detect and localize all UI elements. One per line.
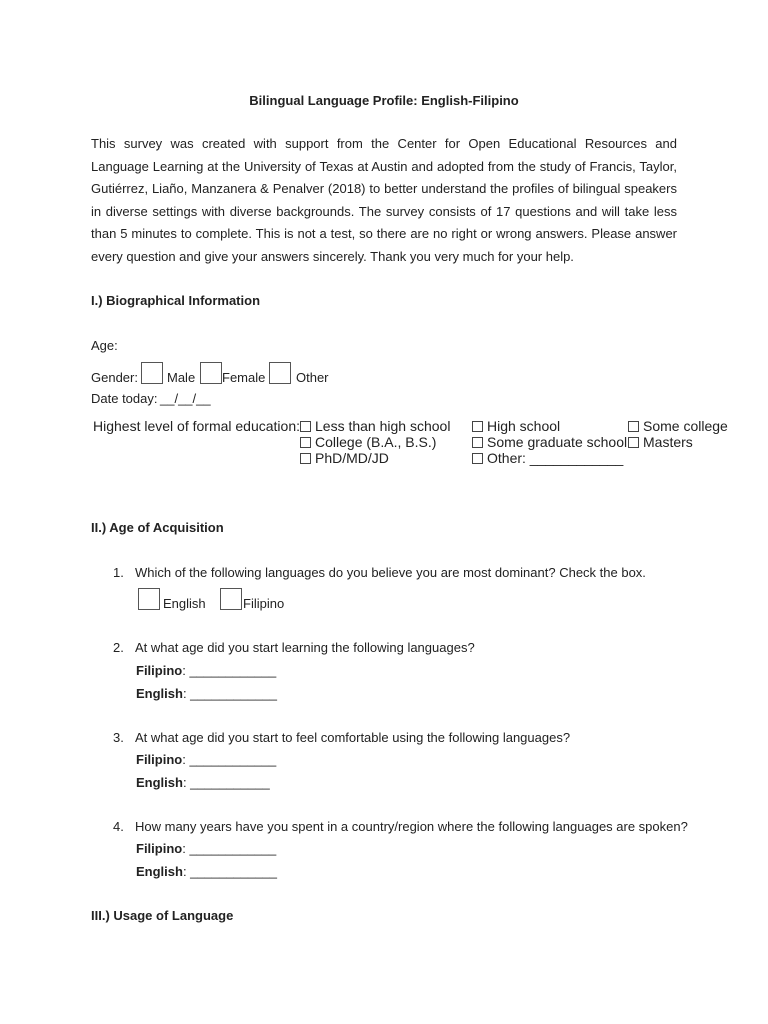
gender-option-female: Female bbox=[222, 370, 266, 385]
education-option[interactable]: Less than high school bbox=[300, 418, 450, 434]
section-heading-usage: III.) Usage of Language bbox=[91, 908, 234, 923]
question-text: How many years have you spent in a country/region where the following languages are spoken? bbox=[135, 819, 688, 834]
education-option[interactable]: Some college bbox=[628, 418, 728, 434]
question-number: 3. bbox=[113, 730, 124, 745]
question-number: 2. bbox=[113, 640, 124, 655]
checkbox-icon bbox=[628, 437, 639, 448]
question-number: 1. bbox=[113, 565, 124, 580]
dominant-english-checkbox[interactable] bbox=[138, 588, 160, 610]
checkbox-icon bbox=[300, 437, 311, 448]
education-option[interactable]: Other: ____________ bbox=[472, 450, 623, 466]
education-label: Highest level of formal education: bbox=[93, 418, 300, 434]
gender-female-checkbox[interactable] bbox=[200, 362, 222, 384]
answer-field[interactable]: English: ____________ bbox=[136, 864, 277, 879]
education-option[interactable]: Masters bbox=[628, 434, 693, 450]
gender-option-other: Other bbox=[296, 370, 329, 385]
gender-other-checkbox[interactable] bbox=[269, 362, 291, 384]
education-option[interactable]: PhD/MD/JD bbox=[300, 450, 389, 466]
checkbox-icon bbox=[628, 421, 639, 432]
answer-field[interactable]: English: ____________ bbox=[136, 686, 277, 701]
education-option[interactable]: Some graduate school bbox=[472, 434, 627, 450]
document-title: Bilingual Language Profile: English-Filipino bbox=[249, 93, 519, 108]
checkbox-icon bbox=[472, 421, 483, 432]
education-option[interactable]: High school bbox=[472, 418, 560, 434]
answer-field[interactable]: English: ___________ bbox=[136, 775, 270, 790]
section-heading-biographical: I.) Biographical Information bbox=[91, 293, 261, 308]
answer-field[interactable]: Filipino: ____________ bbox=[136, 752, 277, 767]
checkbox-icon bbox=[300, 453, 311, 464]
question-number: 4. bbox=[113, 819, 124, 834]
checkbox-icon bbox=[472, 453, 483, 464]
gender-male-checkbox[interactable] bbox=[141, 362, 163, 384]
education-option[interactable]: College (B.A., B.S.) bbox=[300, 434, 436, 450]
checkbox-icon bbox=[300, 421, 311, 432]
intro-paragraph: This survey was created with support from the Center for Open Educational Resources and Language Learning at the University of Texas at Austin and adopted from the study of Francis, Taylor, Gutiérrez, Liaño, Manzanera & Penalver (2018) to better understand the profiles of bilingual speakers in diverse settings with diverse backgrounds. The survey consists of 17 questions and will take less than 5 minutes to complete. This is not a test, so there are no right or wrong answers. Please answer every question and give your answers sincerely. Thank you very much for your help. bbox=[91, 136, 677, 264]
age-label: Age: bbox=[91, 338, 118, 353]
question-text: At what age did you start to feel comfortable using the following languages? bbox=[135, 730, 571, 745]
option-english: English bbox=[163, 596, 206, 611]
answer-field[interactable]: Filipino: ____________ bbox=[136, 841, 277, 856]
answer-field[interactable]: Filipino: ____________ bbox=[136, 663, 277, 678]
checkbox-icon bbox=[472, 437, 483, 448]
dominant-filipino-checkbox[interactable] bbox=[220, 588, 242, 610]
question-text: Which of the following languages do you believe you are most dominant? Check the box. bbox=[135, 565, 646, 580]
date-field[interactable]: __/__/__ bbox=[160, 391, 211, 406]
date-label: Date today: bbox=[91, 391, 158, 406]
question-text: At what age did you start learning the following languages? bbox=[135, 640, 475, 655]
gender-label: Gender: bbox=[91, 370, 138, 385]
gender-option-male: Male bbox=[167, 370, 196, 385]
option-filipino: Filipino bbox=[243, 596, 285, 611]
section-heading-acquisition: II.) Age of Acquisition bbox=[91, 520, 224, 535]
